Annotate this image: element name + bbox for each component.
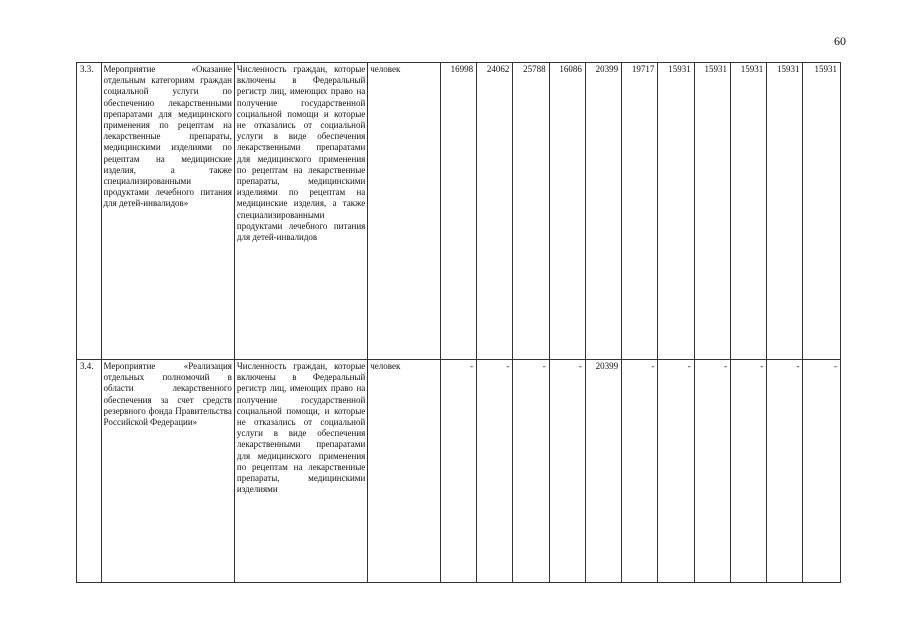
table-row bbox=[77, 360, 841, 583]
value-cell: 16086 bbox=[549, 63, 585, 360]
event-title-cell: Мероприятие «Оказание отдельным категориям граждан социальной услуги по обеспечению лекарственными препаратами для медицинского применения по рецептам на лекарственные препараты, медицинскими изделиями по рецептам на медицинские изделия, а также специализированными продуктами лечебного питания для детей-инвалидов» bbox=[101, 63, 234, 360]
indicator-text: Численность граждан, которые включены в Федеральный регистр лиц, имеющих право на получение государственной социальной помощи и которые не отказались от социальной услуги в виде обеспечения лекарственными препаратами для медицинского применения по рецептам на лекарственные препараты, медицинскими изделиями по рецептам на медицинские изделия, а также специализированными продуктами лечебного питания для детей-инвалидов bbox=[236, 64, 366, 243]
value-cell: 19717 bbox=[622, 63, 658, 360]
row-number: 3.3. bbox=[80, 64, 94, 74]
value-cell: - bbox=[803, 360, 841, 583]
value-cell: - bbox=[477, 360, 513, 583]
unit-cell: человек bbox=[368, 63, 441, 360]
value-cell: - bbox=[694, 360, 730, 583]
value-cell: 15931 bbox=[730, 63, 766, 360]
value-cell: 15931 bbox=[694, 63, 730, 360]
indicator-text: Численность граждан, которые включены в Федеральный регистр лиц, имеющих право на получение государственной социальной помощи, и которые не отказались от социальной услуги в виде обеспечения лекарственными препаратами для медицинского применения по рецептам на лекарственные препараты, медицинскими изделиями bbox=[236, 361, 366, 495]
value-cell: - bbox=[622, 360, 658, 583]
value-cell: 15931 bbox=[658, 63, 694, 360]
value-cell: - bbox=[730, 360, 766, 583]
value-cell: 20399 bbox=[585, 360, 621, 583]
event-title-cell: Мероприятие «Реализация отдельных полномочий в области лекарственного обеспечения за счет средств резервного фонда Правительства Российской Федерации» bbox=[101, 360, 234, 583]
value-cell: - bbox=[440, 360, 476, 583]
page-number: 60 bbox=[834, 34, 846, 48]
unit-cell: человек bbox=[368, 360, 441, 583]
value-cell: 25788 bbox=[513, 63, 549, 360]
value-cell: 16998 bbox=[440, 63, 476, 360]
value-cell: - bbox=[549, 360, 585, 583]
row-number-cell bbox=[77, 63, 102, 360]
indicator-cell bbox=[234, 63, 367, 360]
value-cell: - bbox=[658, 360, 694, 583]
value-cell: 15931 bbox=[767, 63, 803, 360]
value-cell: 20399 bbox=[585, 63, 621, 360]
value-cell: - bbox=[767, 360, 803, 583]
value-cell: - bbox=[513, 360, 549, 583]
value-cell: 24062 bbox=[477, 63, 513, 360]
row-number-cell bbox=[77, 360, 102, 583]
program-indicators-table bbox=[76, 62, 841, 583]
row-number: 3.4. bbox=[80, 361, 94, 371]
table-row bbox=[77, 63, 841, 360]
indicator-cell bbox=[234, 360, 367, 583]
value-cell: 15931 bbox=[803, 63, 841, 360]
